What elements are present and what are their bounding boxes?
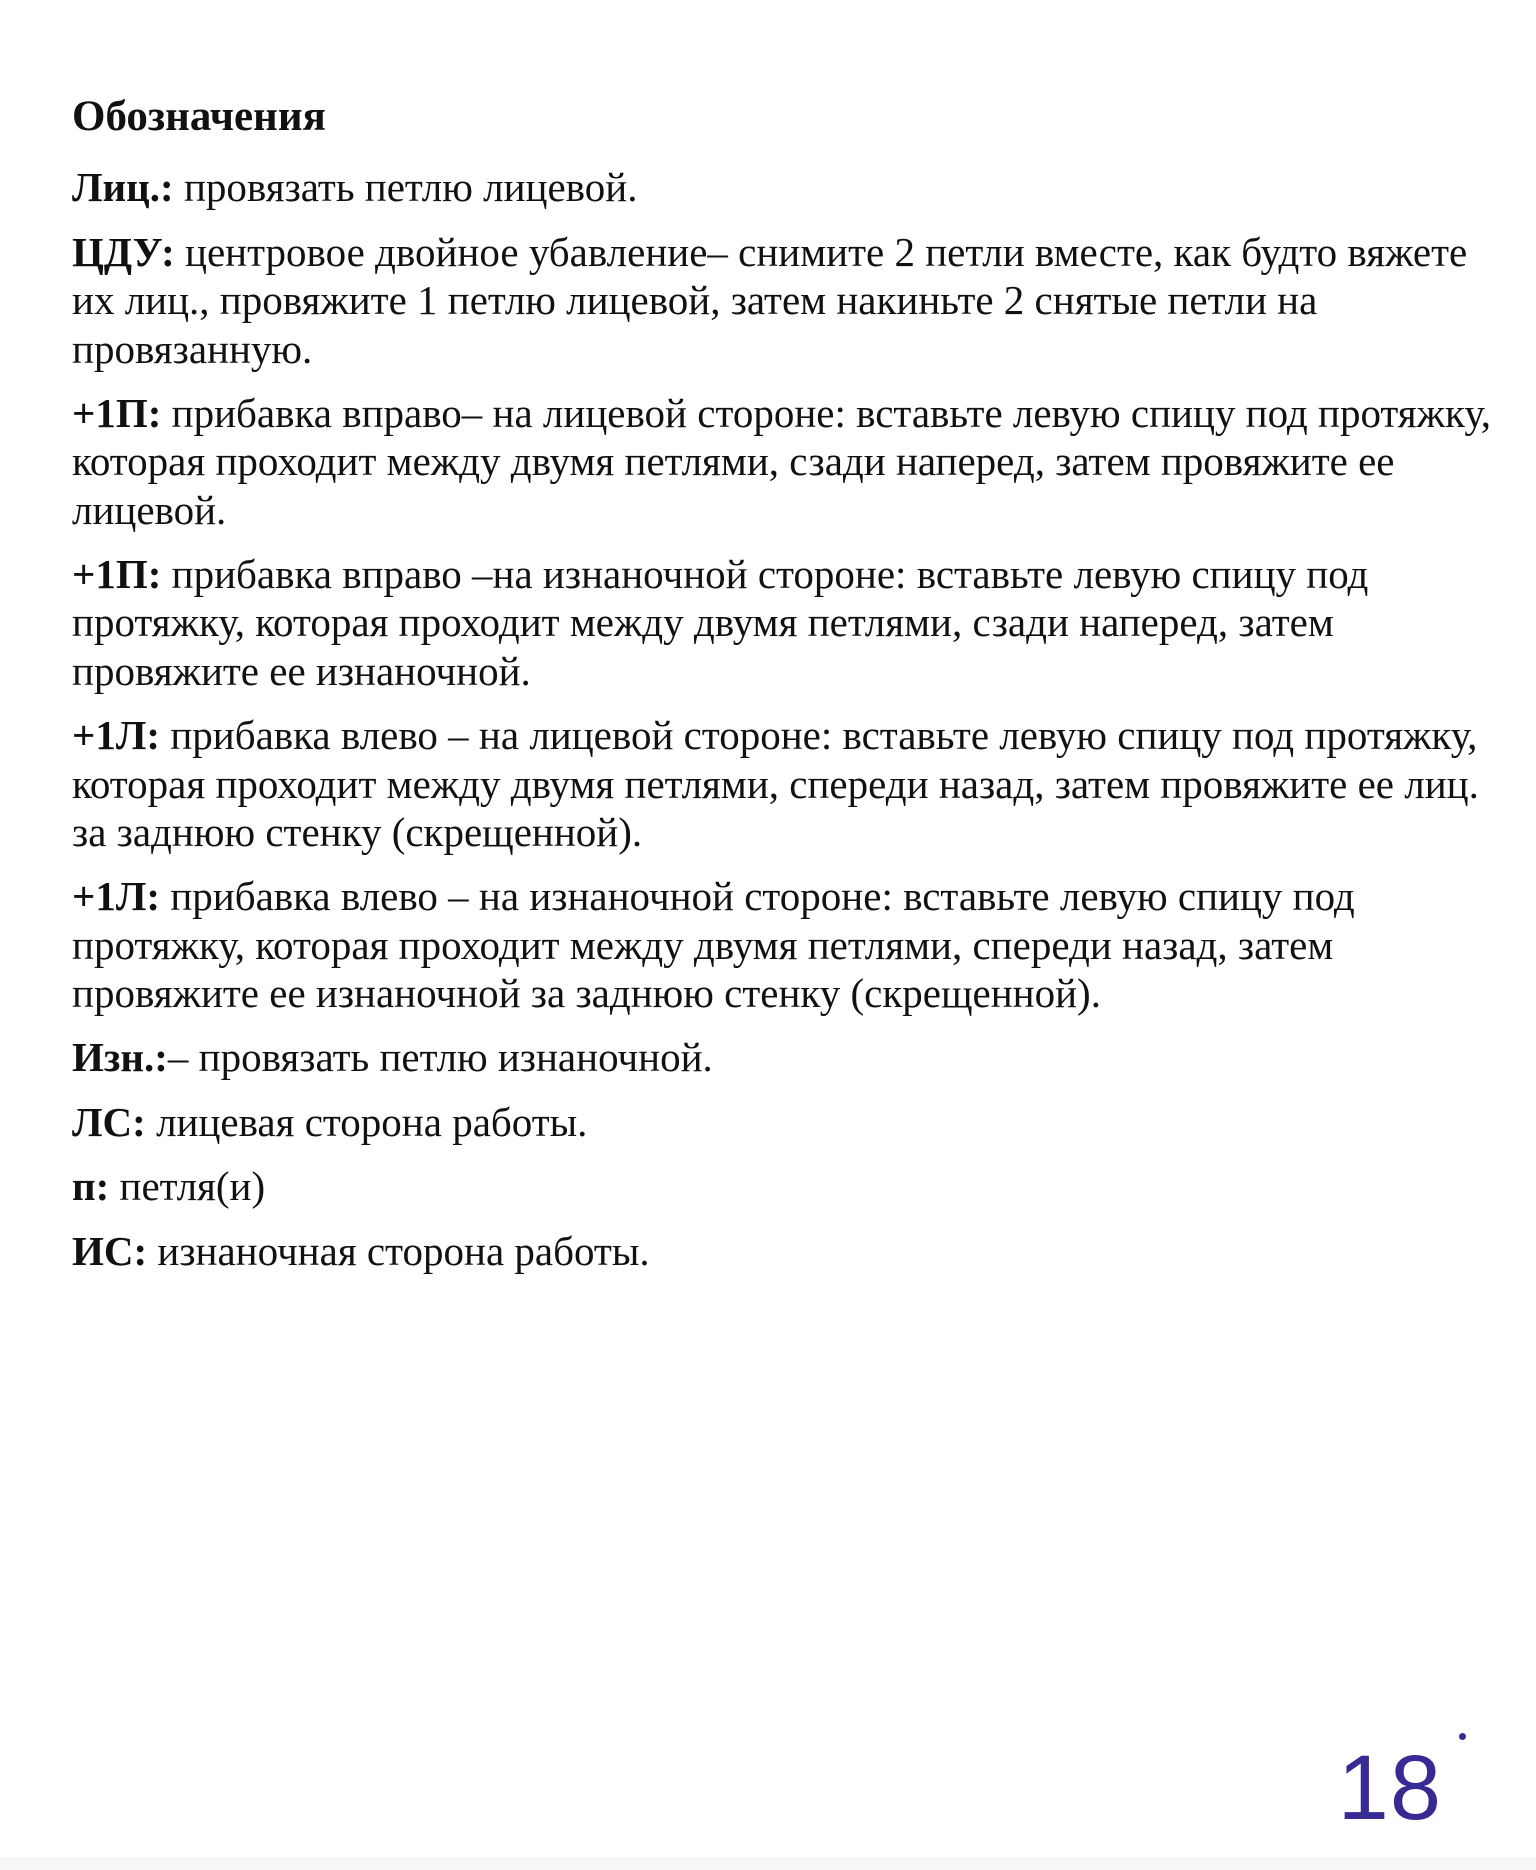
definition-text: прибавка вправо –на изнаночной стороне: вставьте левую спицу под протяжку, которая проходит между двумя петлями, сзади наперед, затем провяжите ее изнаночной.: [72, 551, 1369, 694]
definition-term: ЛС:: [72, 1098, 146, 1145]
definition-term: +1П:: [72, 389, 162, 436]
definition-entry: [72, 389, 1516, 534]
definition-text: петля(и): [109, 1163, 266, 1210]
definition-entry: [72, 1098, 1516, 1146]
definition-term: ИС:: [72, 1227, 148, 1274]
stray-dot-mark: [1459, 1733, 1466, 1740]
definition-term: ЦДУ:: [72, 228, 175, 275]
definition-text: изнаночная сторона работы.: [147, 1227, 650, 1274]
definition-text: прибавка влево – на лицевой стороне: вставьте левую спицу под протяжку, которая проходит между двумя петлями, спереди назад, затем провяжите ее лиц. за заднюю стенку (скрещенной).: [72, 712, 1479, 855]
definition-text: провязать петлю лицевой.: [173, 164, 638, 211]
definition-entry: [72, 1227, 1516, 1275]
definition-term: +1П:: [72, 551, 162, 598]
definitions-list: [72, 163, 1516, 1275]
definition-text: прибавка вправо– на лицевой стороне: вставьте левую спицу под протяжку, которая проходит между двумя петлями, сзади наперед, затем провяжите ее лицевой.: [72, 389, 1491, 533]
definition-entry: [72, 1033, 1516, 1081]
definition-term: п:: [72, 1163, 110, 1210]
definition-entry: [72, 711, 1516, 856]
definition-text: прибавка влево – на изнаночной стороне: вставьте левую спицу под протяжку, которая проходит между двумя петлями, спереди назад, затем провяжите ее изнаночной за заднюю стенку (скрещенной).: [72, 873, 1355, 1017]
definition-text: лицевая сторона работы.: [145, 1098, 588, 1145]
definition-term: +1Л:: [72, 873, 161, 920]
page-title: Обозначения: [72, 93, 326, 140]
definition-entry: [72, 550, 1516, 695]
definition-entry: [72, 228, 1516, 373]
definition-term: Изн.:: [72, 1034, 168, 1081]
page-number: 18: [1337, 1737, 1442, 1839]
definition-entry: [72, 163, 1516, 211]
definition-text: – провязать петлю изнаночной.: [167, 1034, 713, 1081]
definition-term: Лиц.:: [72, 164, 174, 211]
definition-term: +1Л:: [72, 712, 161, 759]
definition-entry: [72, 1162, 1516, 1210]
definition-text: центровое двойное убавление– снимите 2 петли вместе, как будто вяжете их лиц., провяжите 1 петлю лицевой, затем накиньте 2 снятые петли на провязанную.: [72, 228, 1468, 372]
bottom-edge-strip: [0, 1857, 1536, 1870]
definition-entry: [72, 872, 1516, 1017]
